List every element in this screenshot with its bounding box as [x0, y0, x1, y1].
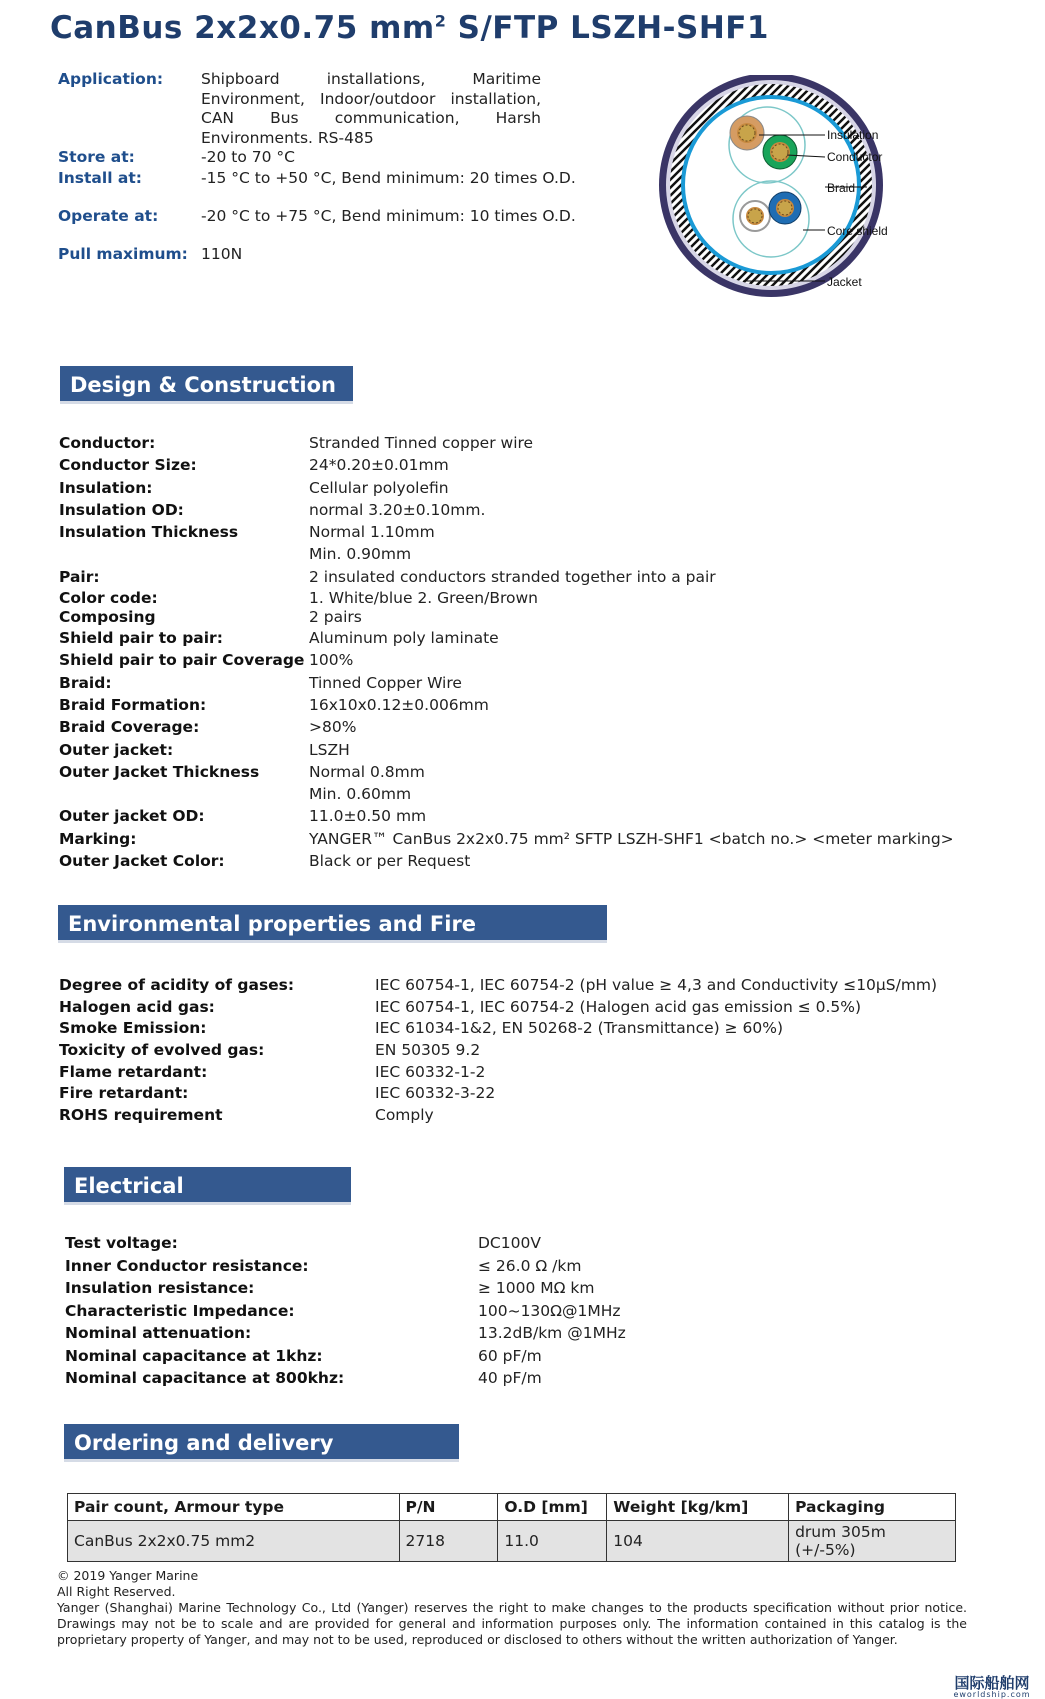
- footer: [57, 1568, 967, 1648]
- spec-label: Insulation resistance:: [65, 1279, 255, 1297]
- column-header: Pair count, Armour type: [68, 1494, 400, 1521]
- table-cell: 2718: [399, 1521, 498, 1562]
- spec-value: LSZH: [309, 740, 350, 759]
- spec-value: 13.2dB/km @1MHz: [478, 1324, 626, 1342]
- spec-label: Pair:: [59, 567, 100, 586]
- spec-label: Shield pair to pair:: [59, 629, 223, 648]
- spec-value: IEC 61034-1&2, EN 50268-2 (Transmittance) ≥ 60%): [375, 1019, 784, 1038]
- spec-label: Insulation Thickness: [59, 523, 239, 542]
- diagram-label-braid: Braid: [827, 181, 856, 195]
- column-header: Packaging: [789, 1494, 956, 1521]
- spec-label: Marking:: [59, 829, 137, 848]
- spec-label: Degree of acidity of gases:: [59, 976, 295, 994]
- app-value: 110N: [201, 245, 243, 263]
- copyright-text: © 2019 Yanger Marine: [57, 1568, 199, 1583]
- watermark-sub: eworldship.com: [953, 1690, 1031, 1699]
- app-label: Pull maximum:: [58, 245, 188, 263]
- column-header: P/N: [399, 1494, 498, 1521]
- spec-label: Nominal capacitance at 800khz:: [65, 1369, 345, 1387]
- app-value: -15 °C to +50 °C, Bend minimum: 20 times O.D.: [201, 169, 576, 187]
- app-label: Application:: [58, 70, 164, 88]
- spec-label: Outer jacket:: [59, 740, 174, 759]
- spec-label: ROHS requirement: [59, 1106, 223, 1125]
- spec-value: normal 3.20±0.10mm.: [309, 500, 486, 519]
- diagram-label-conductor: Conductor: [827, 150, 883, 164]
- diagram-label-core-shield: Core shield: [827, 224, 888, 238]
- electrical-section-header: Electrical characteristics: [64, 1167, 351, 1205]
- spec-label: Shield pair to pair Coverage: [59, 651, 305, 670]
- app-row: [58, 148, 588, 167]
- column-header: O.D [mm]: [498, 1494, 607, 1521]
- spec-label: Conductor:: [59, 434, 156, 452]
- spec-label: Fire retardant:: [59, 1084, 189, 1103]
- app-value: -20 °C to +75 °C, Bend minimum: 10 times O.D.: [201, 207, 576, 225]
- spec-label: Braid Coverage:: [59, 718, 200, 737]
- app-row: [58, 70, 588, 148]
- page-title: CanBus 2x2x0.75 $mm^2$ S/FTP LSZH-SHF1: [50, 10, 770, 46]
- table-cell: 104: [607, 1521, 789, 1562]
- cable-cross-section-diagram: [655, 75, 985, 315]
- spec-value: 100%: [309, 651, 354, 670]
- disclaimer-text: Yanger (Shanghai) Marine Technology Co., Ltd (Yanger) reserves the right to make changes to the products specification without prior notice. Drawings may not be to scale and are provided for general and information purposes only. The information contained in this catalog is the proprietary property of Yanger, and may not to be used, reproduced or disclosed to others without the written authorization of Yanger.: [57, 1600, 967, 1647]
- spec-value: 16x10x0.12±0.006mm: [309, 695, 489, 714]
- spec-value: Normal 0.8mm: [309, 762, 425, 781]
- spec-value: Normal 1.10mm: [309, 523, 435, 542]
- watermark-main: 国际船舶网: [954, 1674, 1030, 1692]
- spec-value: Tinned Copper Wire: [309, 673, 462, 692]
- spec-label: Test voltage:: [65, 1234, 178, 1252]
- app-row: [58, 207, 588, 245]
- spec-value: DC100V: [478, 1234, 541, 1252]
- spec-value: Stranded Tinned copper wire: [309, 434, 534, 452]
- diagram-label-jacket: Jacket: [827, 275, 862, 289]
- spec-value: Comply: [375, 1106, 434, 1125]
- spec-value: ≤ 26.0 Ω /km: [478, 1256, 582, 1275]
- spec-value: 1. White/blue 2. Green/Brown: [309, 589, 538, 608]
- rights-text: All Right Reserved.: [57, 1584, 176, 1599]
- diagram-label-insulation: Insulation: [827, 128, 879, 142]
- ordering-section-header: Ordering and delivery information: [64, 1424, 459, 1462]
- spec-label: Color code:: [59, 589, 158, 608]
- spec-value: 100~130Ω@1MHz: [478, 1301, 621, 1320]
- app-label: Store at:: [58, 148, 135, 166]
- spec-label: Braid Formation:: [59, 695, 207, 714]
- ordering-table: [67, 1493, 956, 1562]
- spec-value: 11.0±0.50 mm: [309, 807, 427, 826]
- spec-label: Toxicity of evolved gas:: [59, 1041, 265, 1060]
- app-row: [58, 245, 588, 265]
- spec-value: Black or per Request: [309, 852, 471, 871]
- spec-value: ≥ 1000 MΩ km: [478, 1279, 595, 1297]
- table-row: [68, 1521, 956, 1562]
- spec-value: Aluminum poly laminate: [309, 629, 499, 648]
- spec-value: 40 pF/m: [478, 1369, 542, 1387]
- app-value: Shipboard installations, Maritime Environment, Indoor/outdoor installation, CAN Bus communication, Harsh Environments. RS-485: [201, 70, 541, 147]
- spec-label: Outer Jacket Color:: [59, 852, 225, 871]
- environmental-section-header: Environmental properties and Fire Performances: [58, 905, 607, 943]
- watermark-logo: [947, 1676, 1037, 1698]
- column-header: Weight [kg/km]: [607, 1494, 789, 1521]
- spec-label: Composing: [59, 608, 156, 627]
- spec-label: Nominal attenuation:: [65, 1324, 252, 1342]
- spec-label: Smoke Emission:: [59, 1019, 207, 1038]
- spec-label: Halogen acid gas:: [59, 997, 215, 1016]
- spec-label: Braid:: [59, 673, 112, 692]
- spec-value: YANGER™ CanBus 2x2x0.75 mm² SFTP LSZH-SHF1 <batch no.> <meter marking>: [309, 829, 954, 848]
- spec-value: IEC 60754-1, IEC 60754-2 (pH value ≥ 4,3 and Conductivity ≤10μS/mm): [375, 976, 938, 994]
- spec-value: IEC 60332-1-2: [375, 1062, 486, 1081]
- spec-value: EN 50305 9.2: [375, 1041, 481, 1060]
- table-cell: 11.0: [498, 1521, 607, 1562]
- spec-label: Inner Conductor resistance:: [65, 1256, 309, 1275]
- table-cell: drum 305m (+/-5%): [789, 1521, 956, 1562]
- spec-value: 2 pairs: [309, 608, 362, 627]
- spec-label: Characteristic Impedance:: [65, 1301, 295, 1320]
- design-section-header: Design & Construction: [60, 366, 353, 404]
- spec-value: 24*0.20±0.01mm: [309, 456, 449, 475]
- application-block: [58, 70, 588, 265]
- spec-value: IEC 60332-3-22: [375, 1084, 496, 1103]
- spec-label: Outer Jacket Thickness: [59, 762, 260, 781]
- spec-label: Insulation:: [59, 478, 153, 497]
- spec-value: 60 pF/m: [478, 1346, 542, 1365]
- app-row: [58, 167, 588, 207]
- spec-value: Min. 0.90mm: [309, 545, 412, 564]
- spec-label: Insulation OD:: [59, 500, 184, 519]
- spec-label: Conductor Size:: [59, 456, 197, 475]
- app-label: Install at:: [58, 169, 142, 187]
- spec-value: Min. 0.60mm: [309, 785, 412, 804]
- spec-label: Outer jacket OD:: [59, 807, 205, 826]
- ordering-header-row: [68, 1494, 956, 1521]
- table-cell: CanBus 2x2x0.75 mm2: [68, 1521, 400, 1562]
- spec-label: Nominal capacitance at 1khz:: [65, 1346, 323, 1365]
- app-value: -20 to 70 °C: [201, 148, 295, 166]
- spec-label: Flame retardant:: [59, 1062, 208, 1081]
- spec-value: IEC 60754-1, IEC 60754-2 (Halogen acid gas emission ≤ 0.5%): [375, 997, 862, 1016]
- app-label: Operate at:: [58, 207, 159, 225]
- spec-value: >80%: [309, 718, 357, 737]
- spec-value: 2 insulated conductors stranded together into a pair: [309, 567, 716, 586]
- spec-value: Cellular polyolefin: [309, 478, 449, 497]
